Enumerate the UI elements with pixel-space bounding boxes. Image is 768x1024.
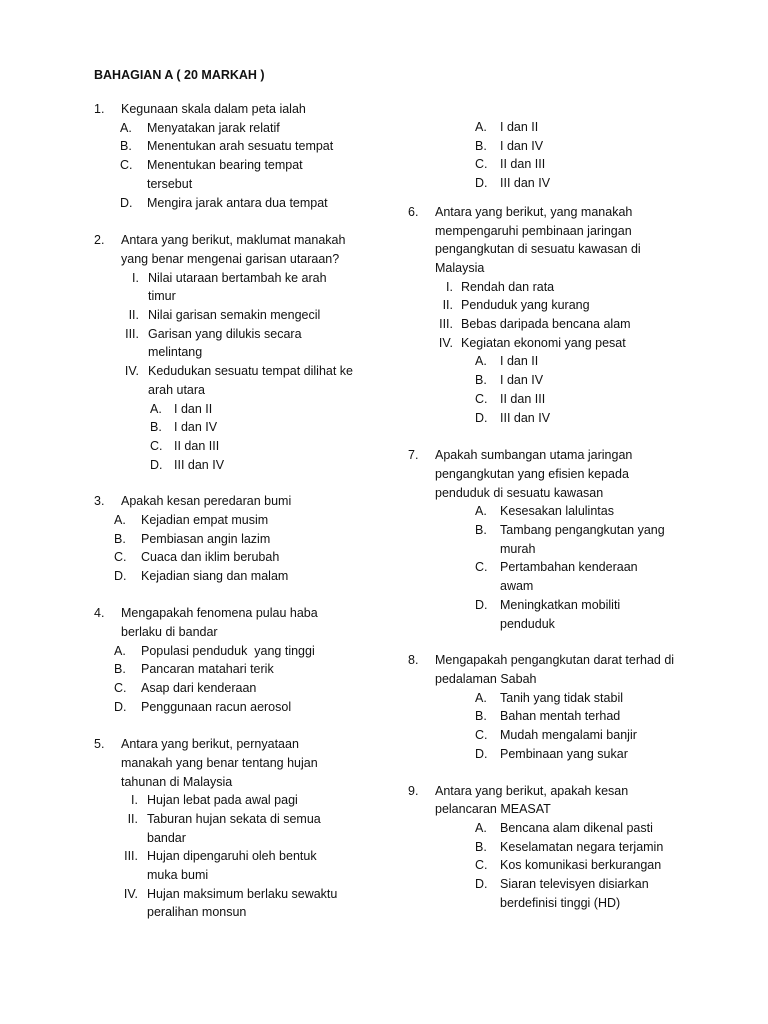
option-d <box>408 409 708 428</box>
option-text: II dan III <box>174 438 220 453</box>
option-b <box>408 838 708 857</box>
question-5 <box>94 735 384 922</box>
option-label: C. <box>114 681 127 696</box>
statement-ii <box>94 810 384 847</box>
option-label: B. <box>114 531 126 546</box>
statement-label: IV. <box>438 335 453 350</box>
question-text: Apakah sumbangan utama jaringan pengangkutan yang efisien kepada penduduk di sesuatu kawasan <box>435 448 633 500</box>
option-b <box>94 660 384 679</box>
question-2 <box>94 231 384 474</box>
option-label: B. <box>475 839 487 854</box>
option-label: D. <box>150 457 163 472</box>
option-d <box>408 745 708 764</box>
option-text: I dan II <box>174 401 213 416</box>
option-c <box>94 437 384 456</box>
option-text: Kos komunikasi berkurangan <box>500 858 662 873</box>
option-b <box>408 707 708 726</box>
option-text: II dan III <box>500 391 546 406</box>
option-text: Asap dari kenderaan <box>141 681 257 696</box>
option-text: II dan III <box>500 157 546 172</box>
statement-text: Nilai utaraan bertambah ke arah timur <box>148 270 327 304</box>
option-text: III dan IV <box>174 457 225 472</box>
question-text: Antara yang berikut, maklumat manakah yang benar mengenai garisan utaraan? <box>121 233 346 266</box>
option-label: B. <box>475 373 487 388</box>
question-text: Kegunaan skala dalam peta ialah <box>121 102 306 116</box>
question-number: 7. <box>408 448 419 463</box>
statement-i <box>94 269 384 306</box>
option-text: Menentukan bearing tempat tersebut <box>147 158 303 191</box>
option-text: Kejadian empat musim <box>141 513 269 528</box>
option-text: Mudah mengalami banjir <box>500 728 637 743</box>
option-c <box>408 558 708 595</box>
option-d <box>94 698 384 717</box>
option-label: B. <box>475 138 487 153</box>
option-label: C. <box>114 550 127 565</box>
option-label: A. <box>475 504 487 519</box>
option-c <box>94 156 384 193</box>
option-d <box>94 194 384 213</box>
option-text: Cuaca dan iklim berubah <box>141 550 280 565</box>
option-a <box>408 502 708 521</box>
option-label: D. <box>120 195 133 210</box>
option-a <box>94 400 384 419</box>
question-number: 4. <box>94 606 105 621</box>
statement-i <box>408 278 708 297</box>
option-label: A. <box>475 820 487 835</box>
option-text: I dan II <box>500 354 539 369</box>
statement-text: Hujan dipengaruhi oleh bentuk muka bumi <box>147 849 317 883</box>
option-text: Penggunaan racun aerosol <box>141 699 292 714</box>
question-4 <box>94 604 384 716</box>
option-label: A. <box>475 690 487 705</box>
option-b <box>94 137 384 156</box>
option-label: C. <box>150 438 163 453</box>
option-label: C. <box>475 560 488 575</box>
option-a <box>408 352 708 371</box>
statement-iii <box>94 325 384 362</box>
statement-label: I. <box>446 279 453 294</box>
option-b <box>408 371 708 390</box>
option-text: Menentukan arah sesuatu tempat <box>147 139 334 154</box>
question-3 <box>94 492 384 586</box>
option-b <box>94 530 384 549</box>
option-label: A. <box>150 401 162 416</box>
question-text: Apakah kesan peredaran bumi <box>121 494 292 509</box>
option-d <box>94 567 384 586</box>
option-text: Tambang pengangkutan yang murah <box>500 523 665 556</box>
option-a <box>94 119 384 138</box>
question-5-options <box>408 118 708 193</box>
statement-ii <box>408 296 708 315</box>
option-c <box>408 390 708 409</box>
statement-iv <box>408 334 708 353</box>
option-label: C. <box>475 157 488 172</box>
option-text: Kejadian siang dan malam <box>141 569 289 584</box>
option-label: A. <box>475 354 487 369</box>
option-b <box>408 137 708 156</box>
option-label: B. <box>475 523 487 538</box>
statement-iii <box>408 315 708 334</box>
option-label: A. <box>114 643 126 658</box>
option-label: C. <box>475 391 488 406</box>
option-label: B. <box>150 420 162 435</box>
question-9 <box>408 782 708 913</box>
statement-text: Kedudukan sesuatu tempat dilihat ke arah utara <box>148 364 353 397</box>
statement-label: IV. <box>124 364 139 379</box>
statement-text: Hujan lebat pada awal pagi <box>147 793 298 808</box>
option-label: C. <box>120 158 133 173</box>
option-text: Mengira jarak antara dua tempat <box>147 195 328 210</box>
statement-iv <box>94 885 384 922</box>
option-text: Bencana alam dikenal pasti <box>500 820 653 835</box>
question-text: Antara yang berikut, pernyataan manakah yang benar tentang hujan tahunan di Malaysia <box>121 737 318 789</box>
option-label: D. <box>475 746 488 761</box>
option-label: D. <box>114 699 127 714</box>
right-column <box>408 118 708 912</box>
option-text: Pembiasan angin lazim <box>141 531 271 546</box>
option-label: B. <box>120 139 132 154</box>
option-text: Pancaran matahari terik <box>141 662 274 677</box>
statement-label: III. <box>439 317 453 332</box>
section-title: BAHAGIAN A ( 20 MARKAH ) <box>94 68 265 82</box>
option-text: Pembinaan yang sukar <box>500 746 628 761</box>
statement-iii <box>94 847 384 884</box>
statement-label: IV. <box>123 886 138 901</box>
option-label: A. <box>114 513 126 528</box>
option-text: I dan IV <box>174 420 218 435</box>
option-c <box>94 548 384 567</box>
statement-label: II. <box>127 811 138 826</box>
question-8 <box>408 651 708 763</box>
statement-text: Nilai garisan semakin mengecil <box>148 308 321 323</box>
option-label: A. <box>475 120 487 134</box>
statement-text: Rendah dan rata <box>461 279 555 294</box>
question-text: Mengapakah pengangkutan darat terhad di pedalaman Sabah <box>435 653 675 686</box>
option-label: C. <box>475 858 488 873</box>
option-text: Kesesakan lalulintas <box>500 504 614 519</box>
question-1 <box>94 100 384 212</box>
statement-text: Taburan hujan sekata di semua bandar <box>147 811 321 845</box>
option-text: I dan IV <box>500 373 544 388</box>
option-a <box>94 511 384 530</box>
statement-text: Penduduk yang kurang <box>461 298 590 313</box>
option-label: C. <box>475 728 488 743</box>
statement-label: I. <box>131 793 138 808</box>
option-d <box>408 875 708 912</box>
statement-label: III. <box>124 849 138 864</box>
statement-label: I. <box>132 270 139 285</box>
option-label: B. <box>475 709 487 724</box>
option-label: D. <box>475 877 488 892</box>
option-c <box>94 679 384 698</box>
option-a <box>408 689 708 708</box>
question-number: 2. <box>94 233 105 248</box>
question-number: 6. <box>408 204 419 219</box>
option-a <box>94 642 384 661</box>
option-text: III dan IV <box>500 176 551 191</box>
question-number: 5. <box>94 737 105 752</box>
question-text: Mengapakah fenomena pulau haba berlaku di bandar <box>121 606 318 640</box>
option-label: D. <box>114 569 127 584</box>
question-number: 1. <box>94 102 105 116</box>
statement-iv <box>94 362 384 399</box>
option-label: D. <box>475 597 488 612</box>
option-d <box>408 174 708 193</box>
option-b <box>408 521 708 558</box>
option-c <box>408 155 708 174</box>
question-7 <box>408 446 708 633</box>
option-d <box>94 456 384 475</box>
option-a <box>408 118 708 137</box>
statement-text: Garisan yang dilukis secara melintang <box>148 326 302 360</box>
statement-text: Bebas daripada bencana alam <box>461 317 631 332</box>
option-text: III dan IV <box>500 410 551 425</box>
option-c <box>408 726 708 745</box>
option-text: Pertambahan kenderaan awam <box>500 560 638 594</box>
statement-label: II. <box>442 298 453 313</box>
option-c <box>408 856 708 875</box>
option-text: Keselamatan negara terjamin <box>500 839 664 854</box>
question-6 <box>408 203 708 427</box>
question-text: Antara yang berikut, apakah kesan pelancaran MEASAT <box>435 783 629 817</box>
option-text: Populasi penduduk yang tinggi <box>141 643 315 658</box>
option-d <box>408 596 708 633</box>
statement-i <box>94 791 384 810</box>
statement-label: II. <box>128 308 139 323</box>
option-text: Siaran televisyen disiarkan berdefinisi tinggi (HD) <box>500 877 649 910</box>
question-text: Antara yang berikut, yang manakah mempengaruhi pembinaan jaringan pengangkutan di sesuatu kawasan di Malaysia <box>435 204 641 275</box>
option-a <box>408 819 708 838</box>
statement-label: III. <box>125 326 139 341</box>
option-text: Tanih yang tidak stabil <box>500 690 623 705</box>
option-label: D. <box>475 410 488 425</box>
option-label: A. <box>120 120 132 135</box>
option-text: Bahan mentah terhad <box>500 709 621 724</box>
question-number: 8. <box>408 653 419 668</box>
question-number: 9. <box>408 783 419 798</box>
left-column <box>94 100 384 922</box>
option-label: B. <box>114 662 126 677</box>
question-number: 3. <box>94 494 105 509</box>
option-text: I dan II <box>500 120 539 134</box>
option-text: Menyatakan jarak relatif <box>147 120 280 135</box>
option-b <box>94 418 384 437</box>
statement-text: Kegiatan ekonomi yang pesat <box>461 335 626 350</box>
option-label: D. <box>475 176 488 191</box>
statement-text: Hujan maksimum berlaku sewaktu peralihan monsun <box>147 886 338 920</box>
option-text: I dan IV <box>500 138 544 153</box>
statement-ii <box>94 306 384 325</box>
option-text: Meningkatkan mobiliti penduduk <box>500 597 621 631</box>
